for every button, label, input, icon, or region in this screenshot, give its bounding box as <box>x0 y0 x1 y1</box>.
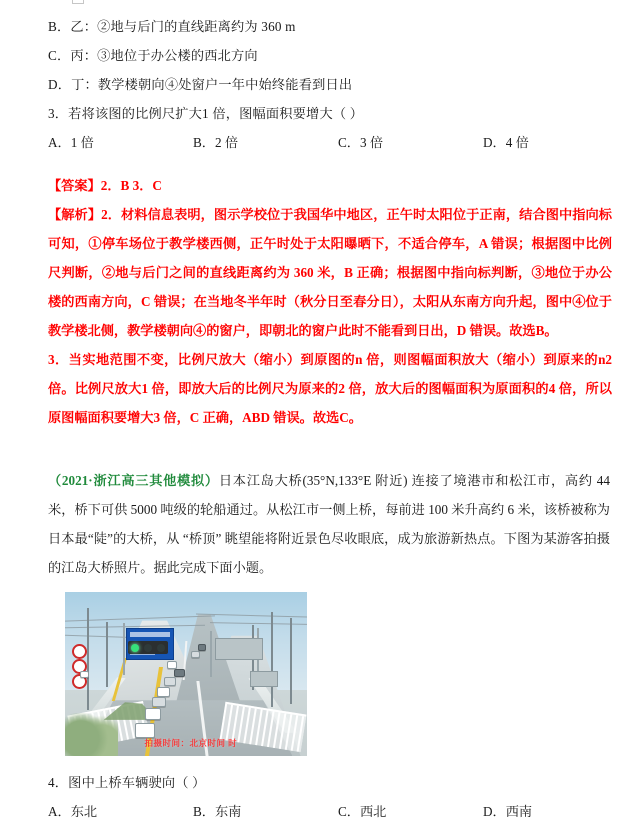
passage-body: 日本江岛大桥(35°N,133°E 附近) 连接了境港市和松江市，高约 44 米，桥下可供 5000 吨级的轮船通过。从松江市一侧上桥，每前进 100 米升高约 6 米，该桥被称为日本最“陡”的大桥，从 “桥顶” 眺望能将附近景色尽收眼底，成为旅游新热点。下图为某游客拍摄的江岛大桥照片。据此完成下面小题。 <box>48 473 610 575</box>
traffic-light-green-lamp <box>131 644 139 652</box>
passage-block <box>30 466 620 582</box>
photo-overlay-caption: 拍摄时间：北京时间 时 <box>144 738 238 748</box>
vehicle <box>157 687 170 697</box>
vehicle <box>174 669 185 677</box>
q4-option-a: A．东北 <box>48 804 98 819</box>
traffic-light <box>128 641 168 654</box>
answer-line: 【答案】2．B 3．C <box>48 178 162 193</box>
overhead-direction-sign <box>215 638 263 660</box>
q2-option-b: B．乙：②地与后门的直线距离约为 360 m <box>48 19 296 34</box>
analysis-paragraph-q3: 3．当实地范围不变，比例尺放大（缩小）到原图的n 倍，则图幅面积放大（缩小）到原来的n2 倍。比例尺放大1 倍，即放大后的比例尺为原来的2 倍，放大后的图幅面积为原面积的4 倍，所以原图幅面积要增大3 倍，C 正确，ABD 错误。故选C。 <box>48 352 612 425</box>
vehicle <box>164 677 176 686</box>
bridge-photo-canvas <box>65 592 307 756</box>
analysis-paragraph-q2: 【解析】2．材料信息表明，图示学校位于我国华中地区，正午时太阳位于正南，结合图中指向标可知，①停车场位于教学楼西侧，正午时处于太阳曝晒下，不适合停车，A 错误；根据图中比例尺判断，②地与后门之间的直线距离约为 360 米，B 正确；根据图中指向标判断，③地位于办公楼的西南方向，C 错误；在当地冬半年时（秋分日至春分日），太阳从东南方向升起，图中④位于教学楼北侧，教学楼朝向④的窗户，即朝北的窗户此时不能看到日出，D 错误。故选B。 <box>48 207 612 338</box>
q2-option-c: C．丙：③地位于办公楼的西北方向 <box>48 48 258 63</box>
utility-pole <box>271 612 273 707</box>
vehicle <box>167 661 177 669</box>
q3-option-d: D．4 倍 <box>483 135 529 150</box>
passage-source-tag: （2021·浙江高三其他模拟） <box>48 473 219 488</box>
q4-option-b: B．东南 <box>193 804 242 819</box>
utility-pole <box>290 618 292 703</box>
sign-gantry <box>210 631 212 677</box>
vehicle <box>198 644 206 651</box>
vehicle <box>152 697 166 707</box>
traffic-light-lamp <box>157 644 165 652</box>
vehicle <box>80 671 89 678</box>
q3-stem: 3．若将该图的比例尺扩大1 倍，图幅面积要增大（ ） <box>48 106 364 121</box>
vehicle <box>145 708 161 720</box>
answer-section <box>30 171 620 200</box>
q3-option-b: B．2 倍 <box>193 135 239 150</box>
blue-road-sign-text-row <box>130 632 170 637</box>
q4-option-d: D．西南 <box>483 804 533 819</box>
roadside-billboard <box>250 671 278 687</box>
analysis-section <box>30 200 620 432</box>
q4-options <box>30 797 620 826</box>
q4-option-c: C．西北 <box>338 804 387 819</box>
q3-options <box>30 128 620 157</box>
q3-option-c: C．3 倍 <box>338 135 384 150</box>
bridge-photo <box>65 592 307 756</box>
vehicle <box>191 651 200 658</box>
utility-pole <box>106 622 108 688</box>
q3-option-a: A．1 倍 <box>48 135 94 150</box>
clipped-glyph-artifact <box>72 0 84 4</box>
q2-option-d: D．丁：教学楼朝向④处窗户一年中始终能看到日出 <box>48 77 353 92</box>
utility-pole <box>87 608 89 710</box>
q4-stem: 4．图中上桥车辆驶向（ ） <box>48 775 206 790</box>
vehicle <box>135 723 155 738</box>
traffic-light-lamp <box>144 644 152 652</box>
